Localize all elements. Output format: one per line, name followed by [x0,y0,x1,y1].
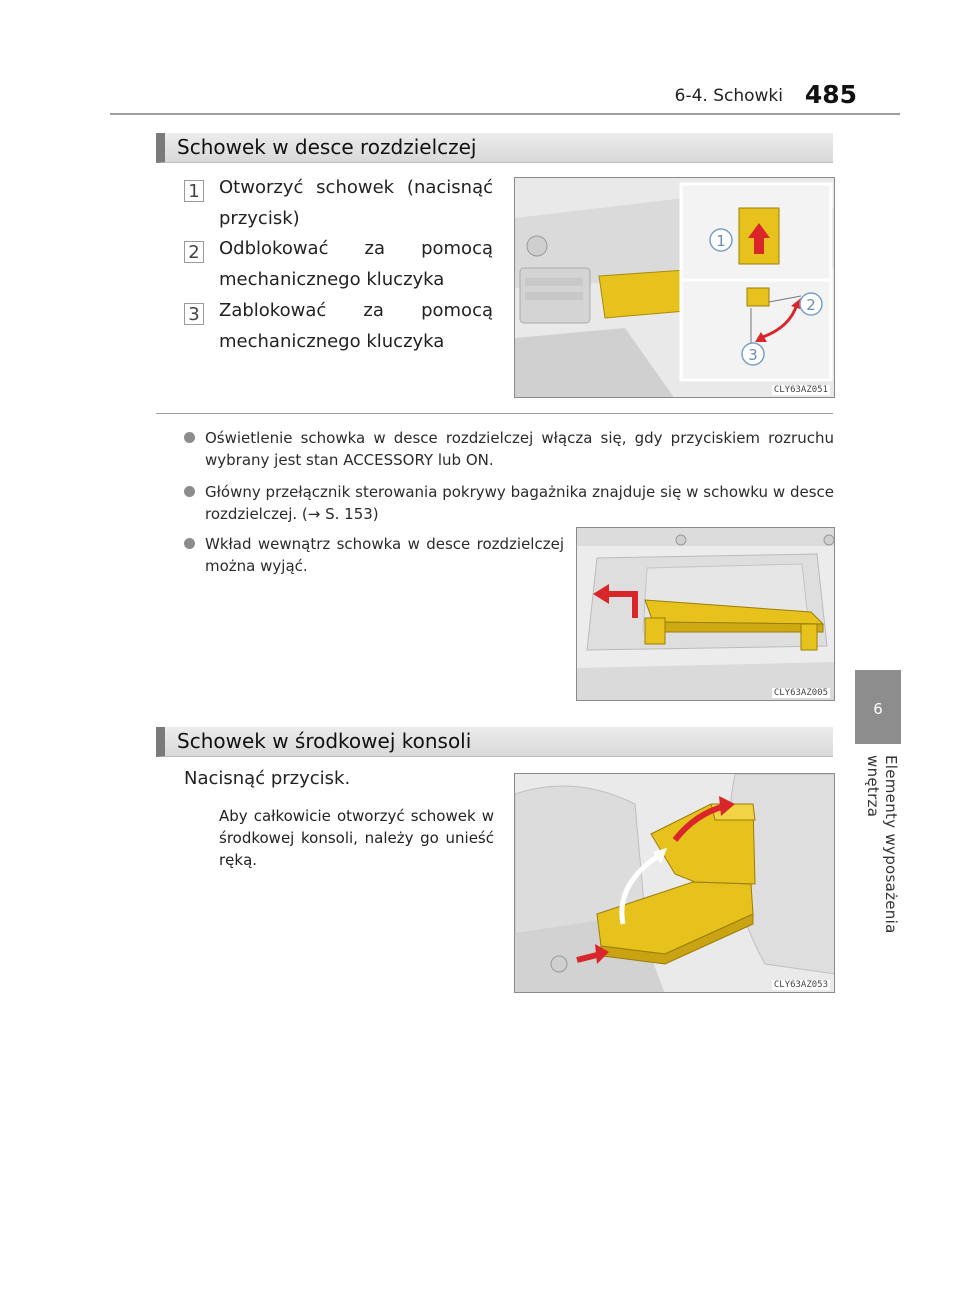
page-number: 485 [804,80,857,109]
step-text: Zablokować za pomocą mechanicznego kluczyka [219,300,493,352]
note-bullet: Główny przełącznik sterowania pokrywy bagażnika znajduje się w schowku w desce rozdzielczej. (→ S. 153) [184,481,834,525]
bullet-icon [184,486,195,497]
header-rule [110,113,900,115]
section-heading-text: Schowek w desce rozdzielczej [177,135,477,159]
figure-code: CLY63AZ053 [773,980,828,990]
section-heading-glovebox [156,133,833,163]
figure-code: CLY63AZ051 [773,385,828,395]
instruction-text: Nacisnąć przycisk. [184,768,351,789]
chapter-number: 6 [873,700,883,718]
step-text: Odblokować za pomocą mechanicznego kluczyka [219,238,493,290]
callout-3: 3 [748,346,758,364]
console-illustration [514,773,835,993]
note-bullet: Oświetlenie schowka w desce rozdzielczej włącza się, gdy przyciskiem rozruchu wybrany jest stan ACCESSORY lub ON. [184,427,834,471]
note-bullet: Wkład wewnątrz schowka w desce rozdzielczej można wyjąć. [184,533,564,577]
divider [156,413,833,414]
glovebox-insert-illustration [576,527,835,701]
section-heading-console [156,727,833,757]
glovebox-illustration [514,177,835,398]
section-title: 6-4. Schowki [674,86,783,106]
chapter-label: Elementy wyposażenia wnętrza [864,755,900,934]
bullet-icon [184,538,195,549]
section-heading-text: Schowek w środkowej konsoli [177,729,472,753]
bullet-icon [184,432,195,443]
note-text: Aby całkowicie otworzyć schowek w środkowej konsoli, należy go unieść ręką. [219,807,494,869]
step-number: 2 [184,241,204,263]
step-number: 1 [184,180,204,202]
step-number: 3 [184,303,204,325]
page-header [625,80,857,114]
figure-code: CLY63AZ005 [773,688,828,698]
step-text: Otworzyć schowek (nacisnąć przycisk) [219,177,493,229]
callout-1: 1 [716,232,726,250]
chapter-tab [855,670,901,744]
callout-2: 2 [806,296,816,314]
